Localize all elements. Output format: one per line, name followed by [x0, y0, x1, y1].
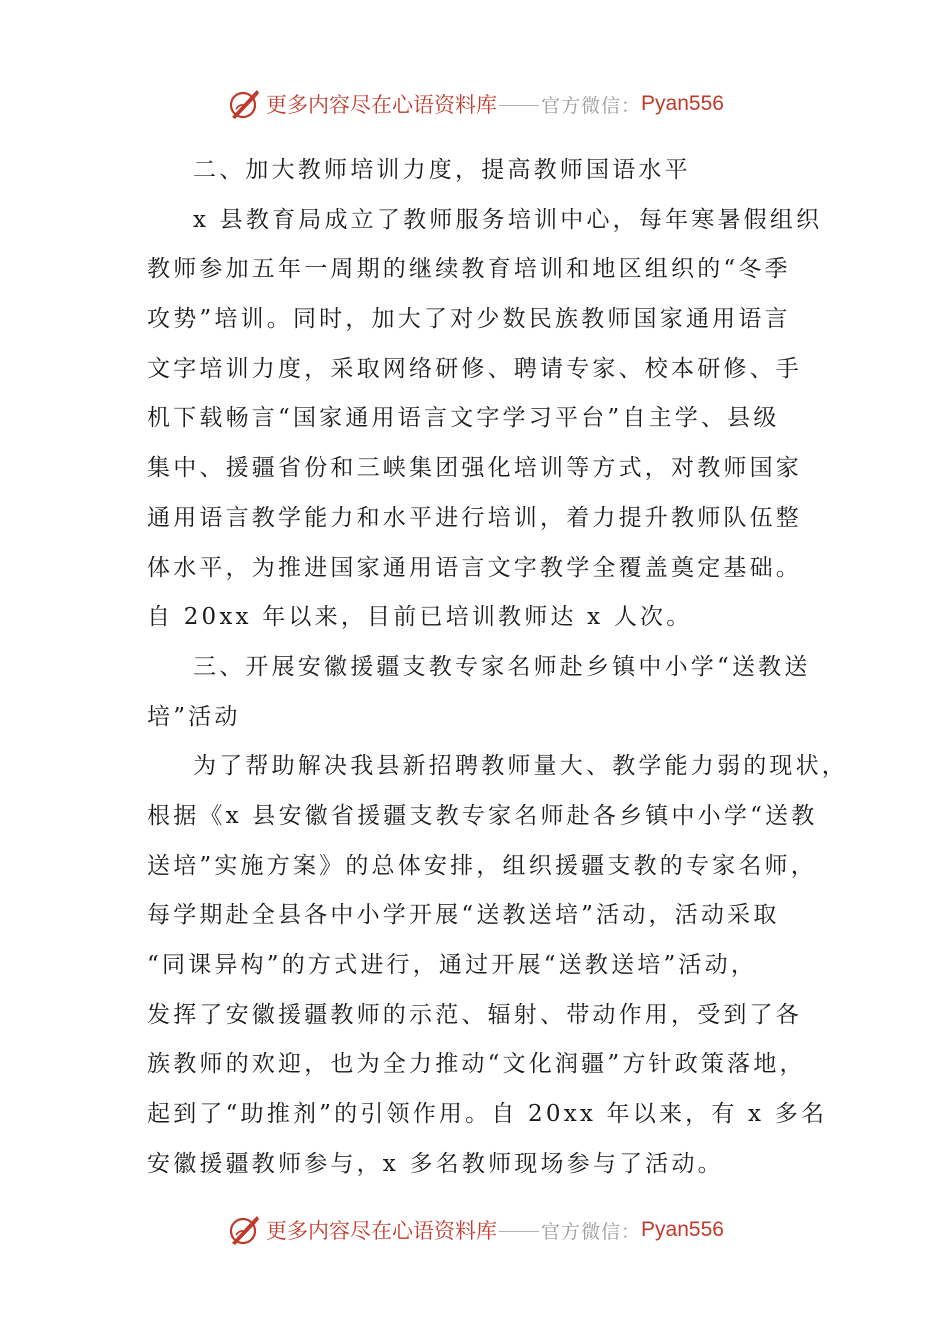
banner-brand-text: 更多内容尽在心语资料库	[266, 93, 498, 117]
text-line: 根据《x 县安徽省援疆支教专家名师赴各乡镇中小学“送教	[147, 802, 818, 829]
text-line: 培”活动	[147, 703, 241, 730]
text-line: 起到了“助推剂”的引领作用。自 20xx 年以来，有 x 多名	[147, 1101, 828, 1128]
banner-brand-text: 更多内容尽在心语资料库	[266, 1219, 498, 1243]
text-line: “同课异构”的方式进行，通过开展“送教送培”活动，	[147, 952, 758, 978]
text-line: x 县教育局成立了教师服务培训中心，每年寒暑假组织	[193, 206, 823, 233]
header-banner	[0, 84, 950, 124]
document-body	[147, 146, 848, 1189]
pen-logo-icon	[226, 87, 260, 121]
text-line: 为了帮助解决我县新招聘教师量大、教学能力弱的现状，	[193, 753, 848, 780]
text-line: 三、开展安徽援疆支教专家名师赴乡镇中小学“送教送	[193, 653, 811, 680]
banner-dash	[499, 105, 539, 106]
banner-wechat-id: Pyan556	[641, 92, 724, 115]
pen-logo-icon	[226, 1213, 260, 1247]
banner-dash	[499, 1231, 539, 1232]
footer-banner	[0, 1210, 950, 1250]
text-line: 机下载畅言“国家通用语言文字学习平台”自主学、县级	[147, 405, 780, 432]
text-line: 教师参加五年一周期的继续教育培训和地区组织的“冬季	[147, 256, 791, 283]
text-line: 自 20xx 年以来，目前已培训教师达 x 人次。	[147, 604, 693, 631]
text-line: 安徽援疆教师参与，x 多名教师现场参与了活动。	[147, 1150, 724, 1177]
text-line: 二、加大教师培训力度，提高教师国语水平	[193, 157, 691, 183]
banner-wechat-id: Pyan556	[641, 1218, 724, 1241]
text-line: 文字培训力度，采取网络研修、聘请专家、校本研修、手	[147, 355, 802, 382]
banner-label-text: 官方微信：	[541, 94, 642, 117]
text-line: 体水平，为推进国家通用语言文字教学全覆盖奠定基础。	[147, 554, 802, 581]
text-line: 族教师的欢迎，也为全力推动“文化润疆”方针政策落地，	[147, 1051, 806, 1078]
text-line: 通用语言教学能力和水平进行培训，着力提升教师队伍整	[147, 504, 802, 531]
text-line: 每学期赴全县各中小学开展“送教送培”活动，活动采取	[147, 902, 780, 929]
banner-label-text: 官方微信：	[541, 1220, 642, 1243]
text-line: 送培”实施方案》的总体安排，组织援疆支教的专家名师，	[147, 852, 817, 879]
text-line: 发挥了安徽援疆教师的示范、辐射、带动作用，受到了各	[147, 1001, 802, 1028]
text-line: 集中、援疆省份和三峡集团强化培训等方式，对教师国家	[147, 455, 802, 482]
text-line: 攻势”培训。同时，加大了对少数民族教师国家通用语言	[147, 306, 791, 333]
